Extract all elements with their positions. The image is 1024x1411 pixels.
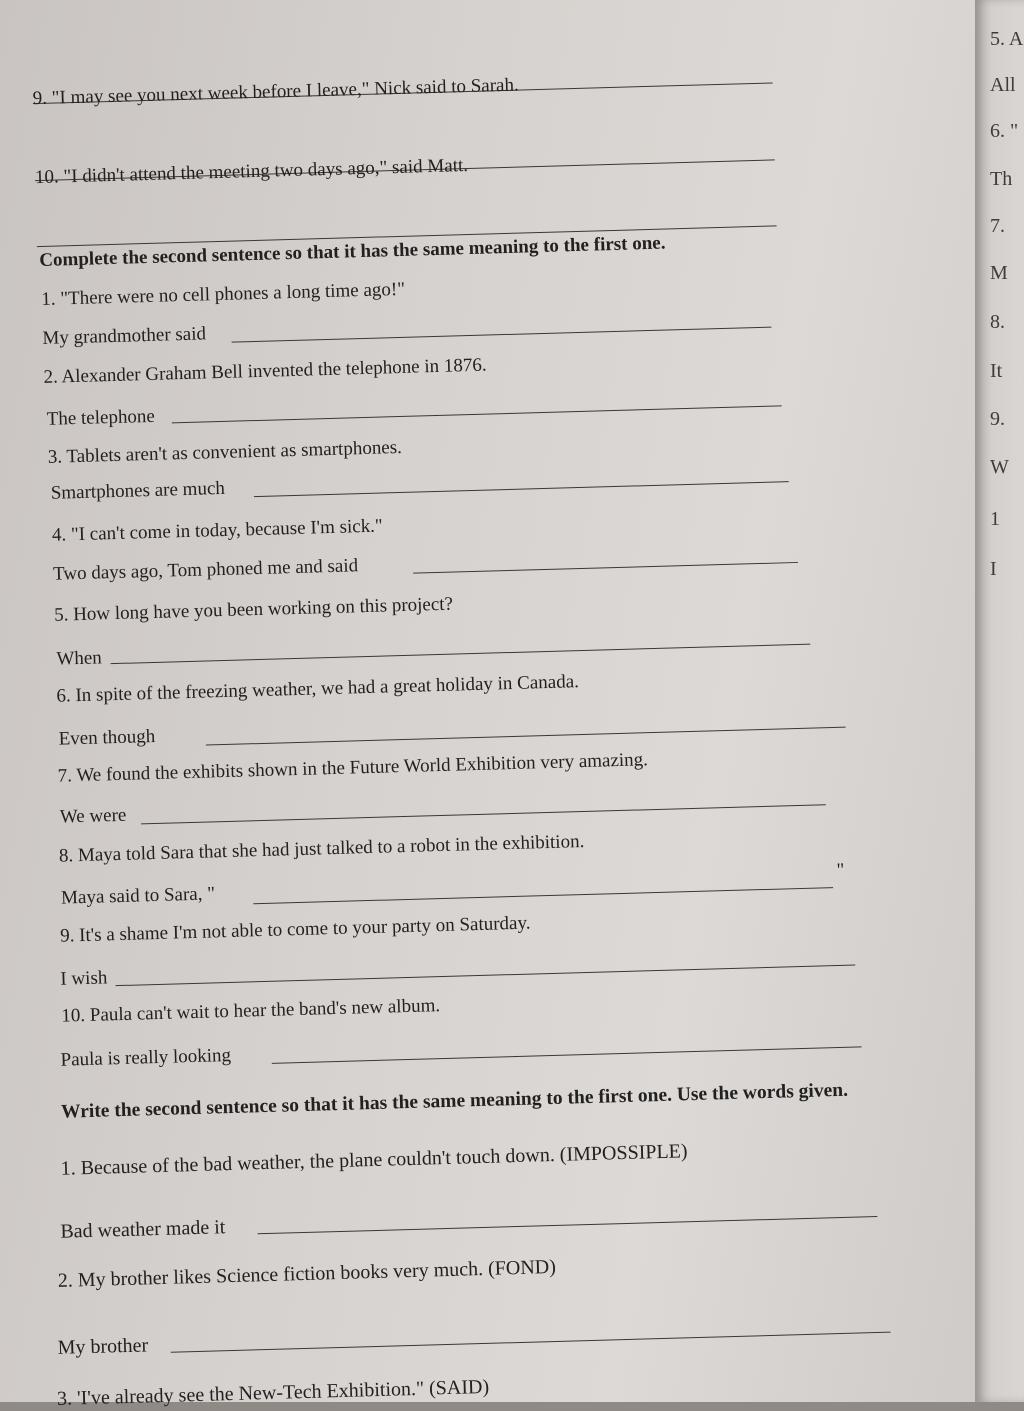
s2-item-10-starter: Paula is really looking [60,1044,232,1071]
rp-text: 6. " [990,120,1019,142]
rp-text: Th [990,168,1013,190]
rp-text: 8. [990,311,1005,333]
answer-line [254,481,789,497]
s2-item-9-prompt: 9. It's a shame I'm not able to come to your party on Saturday. [59,912,531,947]
s2-item-8-prompt: 8. Maya told Sara that she had just talked to a robot in the exhibition. [58,831,585,867]
answer-line [206,727,846,746]
answer-line [171,1332,891,1353]
rp-text: 1 [990,508,1000,530]
answer-line [111,644,811,665]
rp-text: M [990,262,1008,284]
rp-text: I [990,558,997,580]
s3-item-2-starter: My brother [57,1334,149,1359]
s2-item-8-closing-quote: " [836,859,845,881]
s2-item-3-prompt: 3. Tablets aren't as convenient as smartphones. [47,436,403,468]
exercise-item-10: 10. "I didn't attend the meeting two days ago," said Matt. [34,155,469,189]
rp-text: 5. A [990,28,1024,50]
s3-item-1-prompt: 1. Because of the bad weather, the plane couldn't touch down. (IMPOSSIPLE) [60,1140,688,1180]
s2-item-5-starter: When [56,647,103,670]
section-3-heading: Write the second sentence so that it has the same meaning to the first one. Use the words given. [60,1079,849,1123]
section-2-heading: Complete the second sentence so that it has the same meaning to the first one. [38,232,666,272]
s3-item-3-prompt: 3. 'I've already see the New-Tech Exhibition." (SAID) [56,1375,490,1410]
s2-item-1-starter: My grandmother said [42,323,207,349]
s2-item-2-starter: The telephone [46,405,156,430]
s2-item-7-prompt: 7. We found the exhibits shown in the Future World Exhibition very amazing. [57,749,649,787]
s2-item-5-prompt: 5. How long have you been working on this project? [53,593,454,626]
rp-text: 7. [990,215,1005,237]
s2-item-3-starter: Smartphones are much [50,477,226,504]
adjacent-page-edge [975,0,1024,1402]
s2-item-9-starter: I wish [60,967,108,990]
s3-item-1-starter: Bad weather made it [60,1216,226,1243]
rp-text: 9. [990,408,1005,430]
answer-line [253,887,833,904]
answer-line [413,562,798,574]
rp-text: It [990,360,1003,382]
s3-item-2-prompt: 2. My brother likes Science fiction books very much. (FOND) [57,1255,557,1292]
rp-text: W [990,456,1009,478]
s2-item-4-prompt: 4. "I can't come in today, because I'm sick." [51,515,383,546]
s2-item-6-prompt: 6. In spite of the freezing weather, we had a great holiday in Canada. [56,671,580,707]
s2-item-1-prompt: 1. "There were no cell phones a long time ago!" [41,278,406,310]
s2-item-2-prompt: 2. Alexander Graham Bell invented the telephone in 1876. [43,354,487,388]
s2-item-6-starter: Even though [58,725,156,750]
s2-item-10-prompt: 10. Paula can't wait to hear the band's new album. [61,995,441,1027]
answer-line [258,1216,878,1234]
s2-item-4-starter: Two days ago, Tom phoned me and said [52,555,359,585]
answer-line [272,1046,862,1063]
s2-item-8-starter: Maya said to Sara, " [60,883,216,909]
answer-line [232,327,772,343]
answer-line [172,405,782,423]
exercise-item-9: 9. "I may see you next week before I leave," Nick said to Sarah. [32,74,519,110]
answer-line [141,804,826,824]
answer-line [116,964,856,986]
rp-text: All [990,74,1016,96]
s2-item-7-starter: We were [59,804,127,828]
